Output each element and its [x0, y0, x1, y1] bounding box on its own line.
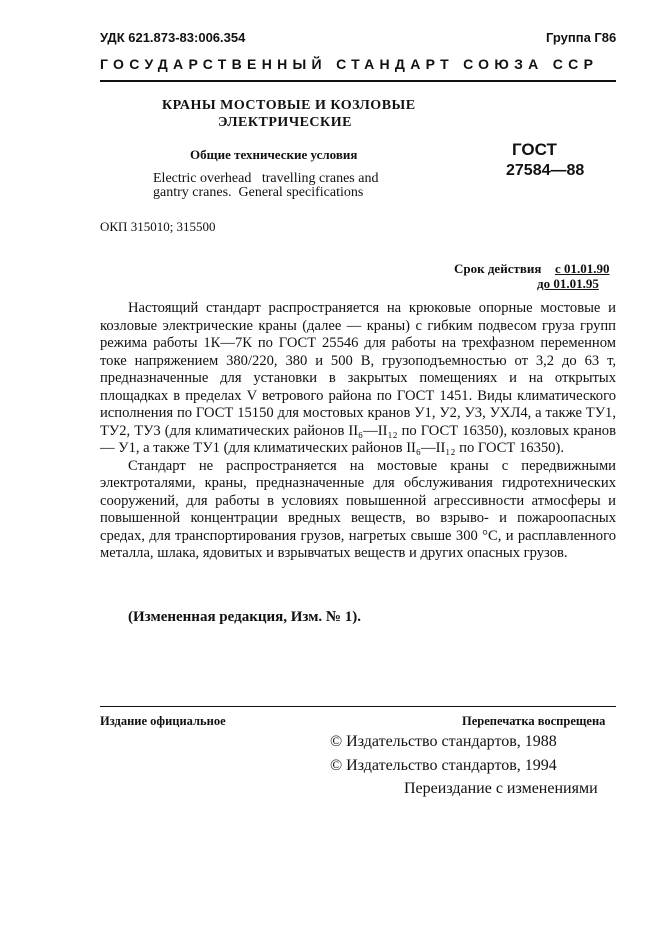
top-divider — [100, 80, 616, 82]
validity-from: с 01.01.90 — [555, 261, 610, 276]
document-title-line1: КРАНЫ МОСТОВЫЕ И КОЗЛОВЫЕ — [162, 98, 416, 113]
gost-label: ГОСТ — [512, 140, 557, 159]
copyright-1994: © Издательство стандартов, 1994 — [330, 757, 557, 774]
validity-to: до 01.01.95 — [537, 276, 599, 291]
english-title-line1: Electric overhead travelling cranes and — [153, 171, 379, 186]
reissue-note: Переиздание с изменениями — [404, 780, 598, 797]
body-paragraph-scope: Настоящий стандарт распространяется на крюковые опорные мостовые и козловые электрические краны (далее — краны) с гибким подвесом груза групп режима работы 1К—7К по ГОСТ 25546 для работы на трехфазном переменном токе напряжением 380/220, 380 и 500 В, грузоподъемностью от 3,2 до 63 т, предназначенные для установки в закрытых помещениях и на открытых площадках в пределах V ветрового района по ГОСТ 1451. Виды климатического исполнения по ГОСТ 15150 для мостовых кранов У1, У2, У3, УХЛ4, а также ТУ1, ТУ2, ТУ3 (для климатических районов II₆—II₁₂ по ГОСТ 16350), козловых кранов — У1, а также ТУ1 (для климатических районов II₆—II₁₂ по ГОСТ 16350). — [100, 300, 616, 456]
group-code: Группа Г86 — [546, 30, 617, 45]
body-paragraph-exclusions: Стандарт не распространяется на мостовые краны с передвижными электроталями, краны, предназначенные для обслуживания гидротехнических сооружений, для работы в условиях повышенной агрессивности атмосферы и повышенной концентрации вредных веществ, во взрыво- и пожароопасных средах, для транспортирования грузов, нагретых свыше 300 °С, и расплавленного металла, шлака, ядовитых и взрывчатых веществ и других опасных грузов. — [100, 457, 616, 561]
bottom-divider — [100, 706, 616, 707]
english-title-line2: gantry cranes. General specifications — [153, 185, 364, 200]
state-standard-heading: ГОСУДАРСТВЕННЫЙ СТАНДАРТ СОЮЗА ССР — [100, 56, 599, 72]
document-subtitle: Общие технические условия — [190, 147, 358, 162]
official-edition-label: Издание официальное — [100, 714, 226, 728]
validity-label: Срок действия — [454, 261, 542, 276]
copyright-1988: © Издательство стандартов, 1988 — [330, 733, 557, 750]
body-text — [100, 300, 616, 563]
change-note: (Измененная редакция, Изм. № 1). — [128, 609, 362, 625]
udk-code: УДК 621.873-83:006.354 — [100, 30, 246, 45]
okp-code: ОКП 315010; 315500 — [100, 219, 216, 234]
reprint-prohibited-label: Перепечатка воспрещена — [462, 714, 606, 728]
gost-number: 27584—88 — [506, 162, 585, 179]
document-title-line2: ЭЛЕКТРИЧЕСКИЕ — [218, 115, 352, 130]
